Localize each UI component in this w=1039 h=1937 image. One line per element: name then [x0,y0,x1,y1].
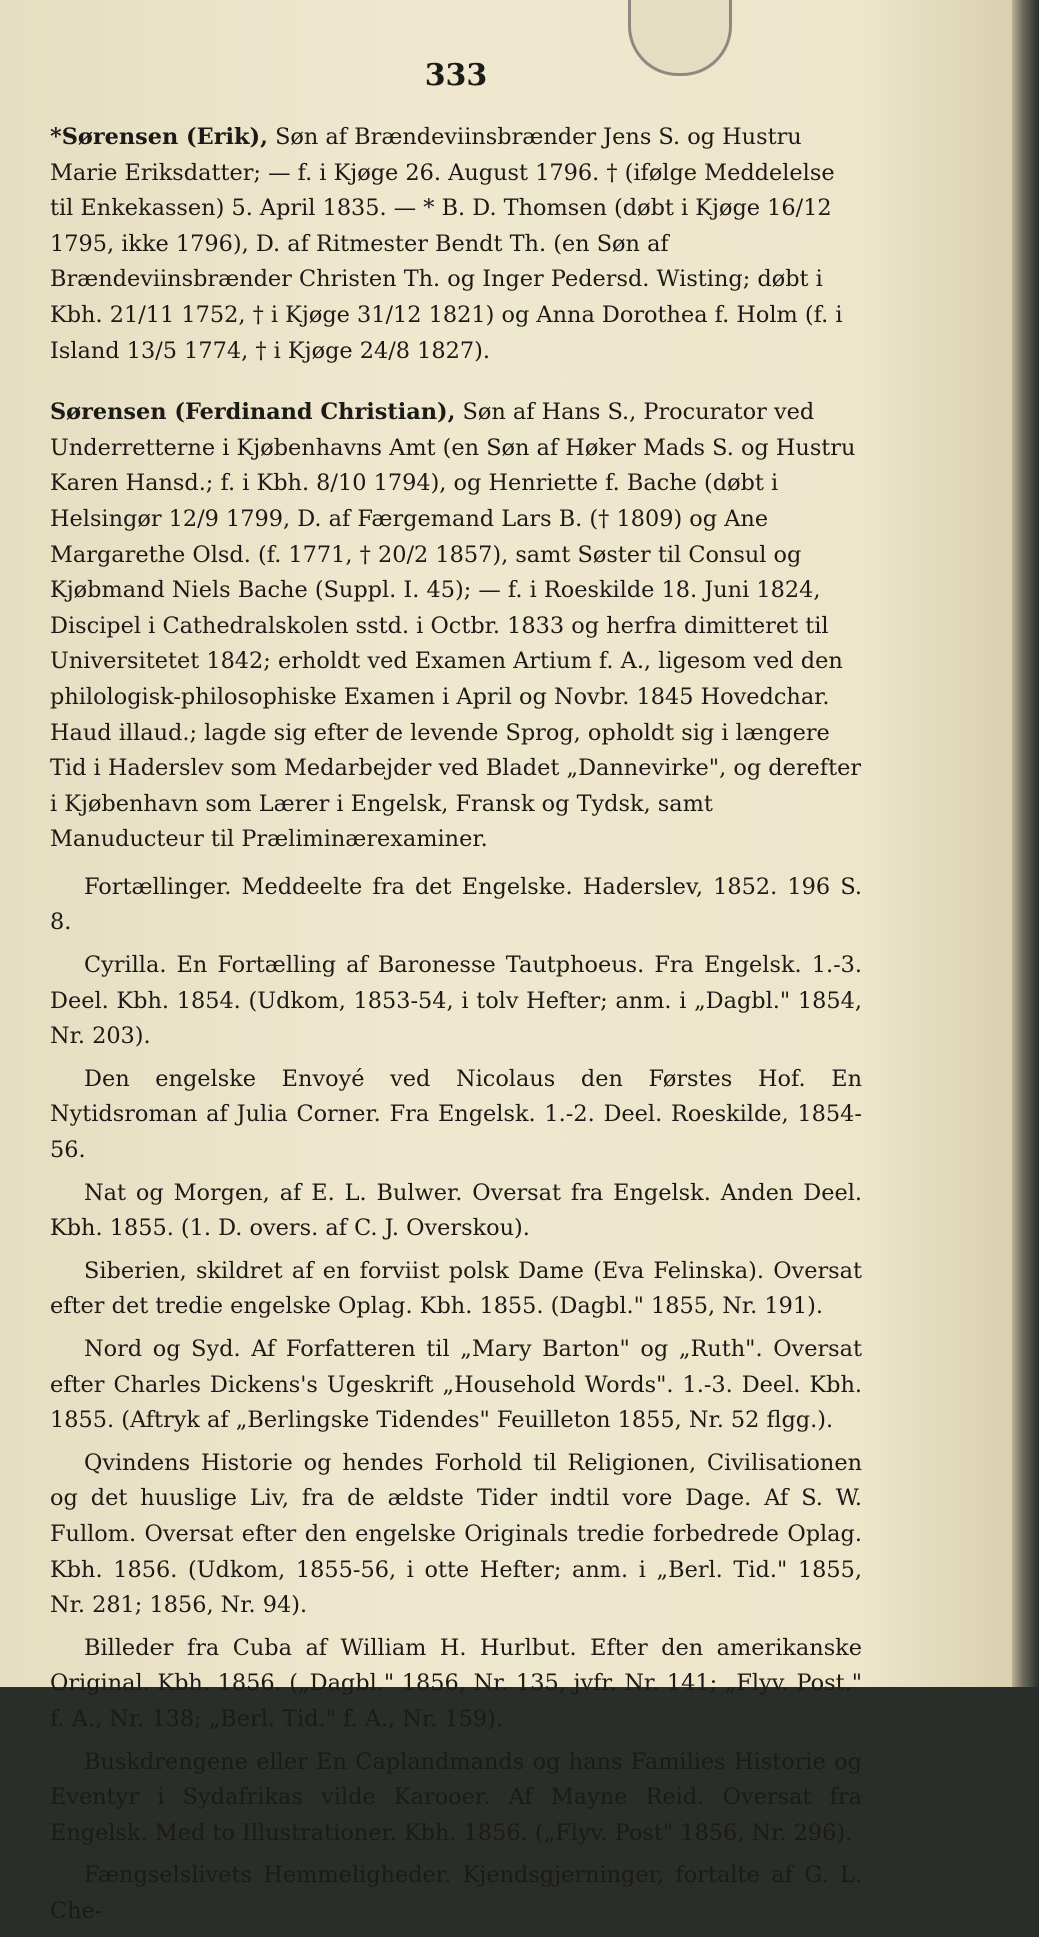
work-item: Fortællinger. Meddeelte fra det Engelske. Haderslev, 1852. 196 S. 8. [50,873,862,936]
work-item: Cyrilla. En Fortælling af Baronesse Tautphoeus. Fra Engelsk. 1.-3. Deel. Kbh. 1854. (Udkom, 1853-54, i tolv Hefter; anm. i „Dagbl." 1854, Nr. 203). [50,952,862,1050]
work-item: Den engelske Envoyé ved Nicolaus den Førstes Hof. En Nytidsroman af Julia Corner. Fra Engelsk. 1.-2. Deel. Roeskilde, 1854-56. [50,1065,862,1164]
entry-heading: *Sørensen (Erik), [50,124,268,150]
entry-body: Søn af Hans S., Procurator ved Underretterne i Kjøbenhavns Amt (en Søn af Høker Mads S. og Hustru Karen Hansd.; f. i Kbh. 8/10 1794), og Henriette f. Bache (døbt i Helsingør 12/9 1799, D. af Færgemand Lars B. († 1809) og Ane Margarethe Olsd. (f. 1771, † 20/2 1857), samt Søster til Consul og Kjøbmand Niels Bache (Suppl. I. 45); — f. i Roeskilde 18. Juni 1824, Discipel i Cathedralskolen sstd. i Octbr. 1833 og herfra dimitteret til Universitetet 1842; erholdt ved Examen Artium f. A., ligesom ved den philologisk-philosophiske Examen i April og Novbr. 1845 Hovedchar. Haud illaud.; lagde sig efter de levende Sprog, opholdt sig i længere Tid i Haderslev som Medarbejder ved Bladet „Dannevirke", og derefter i Kjøbenhavn som Lærer i Engelsk, Fransk og Tydsk, samt Manuducteur til Præliminærexaminer. [50,399,862,853]
entry-ferdinand-sorensen [50,395,862,858]
work-item: Siberien, skildret af en forviist polsk Dame (Eva Felinska). Oversat efter det tredie engelske Oplag. Kbh. 1855. (Dagbl." 1855, Nr. 191). [50,1257,862,1320]
book-edge [1012,0,1039,1687]
work-item: Nord og Syd. Af Forfatteren til „Mary Barton" og „Ruth". Oversat efter Charles Dickens's Ugeskrift „Household Words". 1.-3. Deel. Kbh. 1855. (Aftryk af „Berlingske Tidendes" Feuilleton 1855, Nr. 52 flgg.). [50,1336,862,1434]
page-number: 333 [424,58,488,93]
works-list [50,870,862,1930]
entry-body: Søn af Brændeviinsbrænder Jens S. og Hustru Marie Eriksdatter; — f. i Kjøge 26. August 1796. † (ifølge Meddelelse til Enkekassen) 5. April 1835. — * B. D. Thomsen (døbt i Kjøge 16/12 1795, ikke 1796), D. af Ritmester Bendt Th. (en Søn af Brændeviinsbrænder Christen Th. og Inger Pedersd. Wisting; døbt i Kbh. 21/11 1752, † i Kjøge 31/12 1821) og Anna Dorothea f. Holm (f. i Island 13/5 1774, † i Kjøge 24/8 1827). [50,124,843,364]
work-item: Billeder fra Cuba af William H. Hurlbut. Efter den amerikanske Original. Kbh. 1856. („Dagbl." 1856, Nr. 135, jvfr. Nr. 141; „Flyv. Post." f. A., Nr. 138; „Berl. Tid." f. A., Nr. 159). [50,1634,862,1732]
entry-erik-sorensen [50,120,862,369]
work-item: Nat og Morgen, af E. L. Bulwer. Oversat fra Engelsk. Anden Deel. Kbh. 1855. (1. D. overs. af C. J. Overskou). [50,1179,862,1242]
entry-heading: Sørensen (Ferdinand Christian), [50,399,456,426]
page-text [50,120,862,1937]
work-item: Qvindens Historie og hendes Forhold til Religionen, Civilisationen og det huuslige Liv, fra de ældste Tider indtil vore Dage. Af S. W. Fullom. Oversat efter den engelske Originals tredie forbedrede Oplag. Kbh. 1856. (Udkom, 1855-56, i otte Hefter; anm. i „Berl. Tid." 1855, Nr. 281; 1856, Nr. 94). [50,1449,862,1619]
work-item: Fængselslivets Hemmeligheder. Kjendsgjerninger, fortalte af G. L. Che- [50,1862,862,1924]
work-item: Buskdrengene eller En Caplandmands og hans Families Historie og Eventyr i Sydafrikas vilde Karooer. Af Mayne Reid. Oversat fra Engelsk. Med to Illustrationer. Kbh. 1856. („Flyv. Post" 1856, Nr. 296). [50,1748,862,1846]
